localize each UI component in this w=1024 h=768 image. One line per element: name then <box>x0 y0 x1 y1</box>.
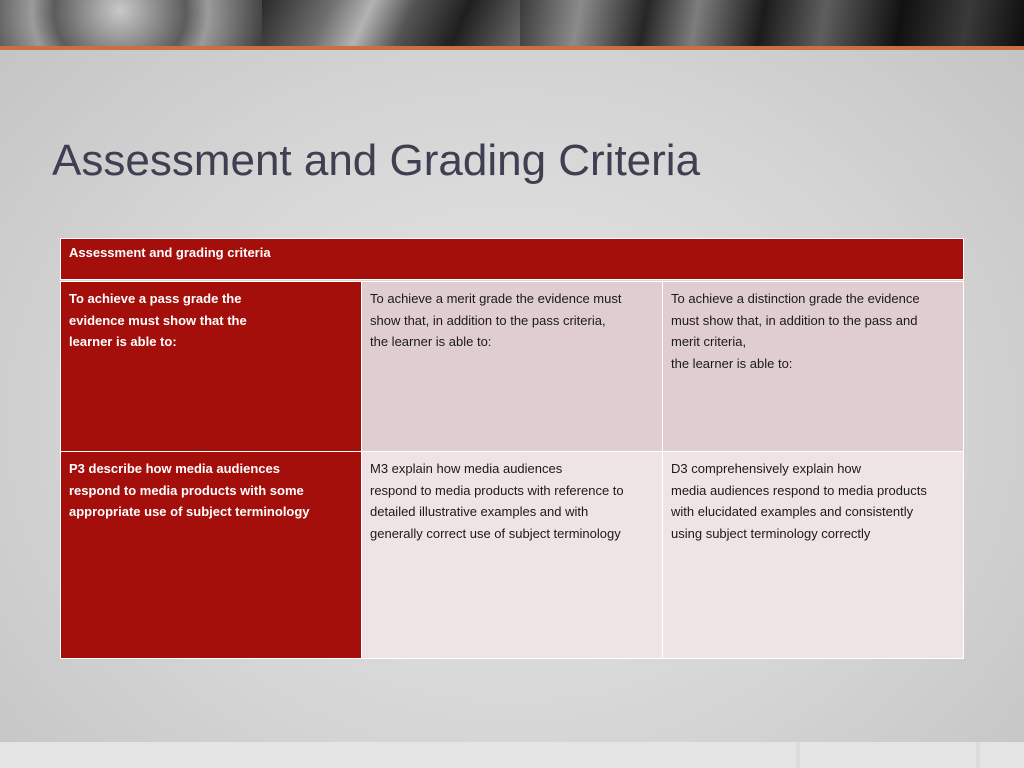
footer-block <box>800 742 976 768</box>
distinction-criteria-cell: D3 comprehensively explain how media audiences respond to media products with elucidated examples and consistently using subject terminology correctly <box>663 452 964 659</box>
banner-accent-stripe <box>0 46 1024 50</box>
table-header-cell: Assessment and grading criteria <box>61 239 964 280</box>
slide-title: Assessment and Grading Criteria <box>52 136 701 185</box>
table-header-row <box>61 239 964 280</box>
merit-criteria-cell: M3 explain how media audiences respond to media products with reference to detailed illustrative examples and with generally correct use of subject terminology <box>362 452 663 659</box>
pass-criteria-cell: To achieve a pass grade the evidence must show that the learner is able to: <box>61 282 362 452</box>
grading-criteria-table <box>60 238 964 659</box>
distinction-criteria-cell: To achieve a distinction grade the evidence must show that, in addition to the pass and merit criteria, the learner is able to: <box>663 282 964 452</box>
banner-photo-dark <box>520 0 1024 46</box>
footer-block <box>0 742 796 768</box>
banner-photo-metal <box>262 0 520 46</box>
table-row <box>61 452 964 659</box>
pass-criteria-cell: P3 describe how media audiences respond to media products with some appropriate use of subject terminology <box>61 452 362 659</box>
banner-photo-wheel <box>0 0 262 46</box>
table-row <box>61 282 964 452</box>
header-banner-image <box>0 0 1024 46</box>
footer-block <box>980 742 1024 768</box>
merit-criteria-cell: To achieve a merit grade the evidence must show that, in addition to the pass criteria, the learner is able to: <box>362 282 663 452</box>
